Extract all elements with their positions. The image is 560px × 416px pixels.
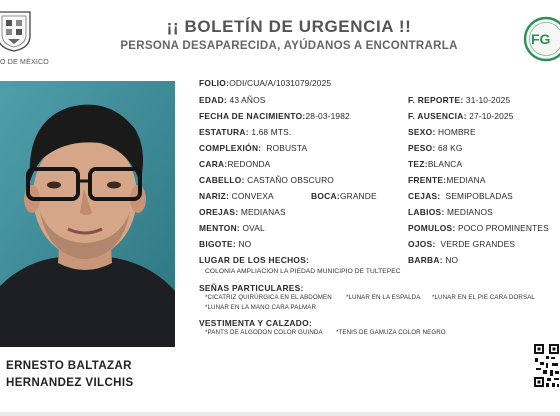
field-labios: LABIOS: MEDIANOS bbox=[408, 207, 493, 217]
vestimenta-item: *TENIS DE GAMUZA COLOR NEGRO bbox=[336, 329, 446, 336]
fg-logo-icon bbox=[523, 16, 560, 62]
senas-item: *CICATRIZ QUIRÚRGICA EN EL ABDOMEN bbox=[205, 294, 332, 301]
field-f-ausencia: F. AUSENCIA: 27-10-2025 bbox=[408, 111, 514, 121]
field-lugar-label: LUGAR DE LOS HECHOS: bbox=[199, 255, 310, 265]
field-cejas: CEJAS: SEMIPOBLADAS bbox=[408, 191, 513, 201]
field-boca: BOCA:GRANDE bbox=[311, 191, 377, 201]
missing-person-photo bbox=[0, 81, 175, 347]
field-tez: TEZ:BLANCA bbox=[408, 159, 463, 169]
field-estatura: ESTATURA: 1.68 MTS. bbox=[199, 127, 292, 137]
page-subtitle: PERSONA DESAPARECIDA, AYÚDANOS A ENCONTRARLA bbox=[120, 40, 458, 52]
field-bigote: BIGOTE: NO bbox=[199, 239, 252, 249]
field-nariz: NARIZ: CONVEXA bbox=[199, 191, 274, 201]
field-peso: PESO: 68 KG bbox=[408, 143, 463, 153]
logo-text: FG bbox=[531, 31, 551, 47]
field-folio: FOLIO:ODI/CUA/A/1031079/2025 bbox=[199, 78, 332, 88]
state-label: O DE MÉXICO bbox=[0, 59, 49, 66]
senas-label: SEÑAS PARTICULARES: bbox=[199, 283, 304, 293]
field-barba: BARBA: NO bbox=[408, 255, 459, 265]
bottom-divider bbox=[0, 412, 560, 416]
page-title: ¡¡ BOLETÍN DE URGENCIA !! bbox=[166, 17, 412, 36]
field-sexo: SEXO: HOMBRE bbox=[408, 127, 476, 137]
person-name bbox=[6, 358, 134, 392]
field-cabello: CABELLO: CASTAÑO OBSCURO bbox=[199, 175, 334, 185]
field-lugar-value: COLONIA AMPLIACION LA PIEDAD MUNICIPIO DE TULTEPEC bbox=[205, 268, 401, 275]
senas-item: *LUNAR EN LA MANO CARA PALMAR bbox=[205, 304, 317, 311]
field-nacimiento: FECHA DE NACIMIENTO:28-03-1982 bbox=[199, 111, 350, 121]
person-name-line1: ERNESTO BALTAZAR bbox=[6, 360, 132, 372]
field-complexion: COMPLEXIÓN: ROBUSTA bbox=[199, 143, 308, 153]
field-pomulos: POMULOS: POCO PROMINENTES bbox=[408, 223, 549, 233]
senas-item: *LUNAR EN LA ESPALDA bbox=[346, 294, 421, 301]
field-frente: FRENTE:MEDIANA bbox=[408, 175, 486, 185]
field-cara: CARA:REDONDA bbox=[199, 159, 271, 169]
field-f-reporte: F. REPORTE: 31-10-2025 bbox=[408, 95, 511, 105]
field-menton: MENTON: OVAL bbox=[199, 223, 265, 233]
field-ojos: OJOS: VERDE GRANDES bbox=[408, 239, 516, 249]
vestimenta-label: VESTIMENTA Y CALZADO: bbox=[199, 318, 313, 328]
vestimenta-item: *PANTS DE ALGODON COLOR GUINDA bbox=[205, 329, 323, 336]
field-edad: EDAD: 43 AÑOS bbox=[199, 95, 266, 105]
field-orejas: OREJAS: MEDIANAS bbox=[199, 207, 286, 217]
qr-code-icon bbox=[533, 343, 560, 389]
senas-item: *LUNAR EN EL PIE CARA DORSAL bbox=[432, 294, 535, 301]
person-name-line2: HERNANDEZ VILCHIS bbox=[6, 377, 134, 389]
